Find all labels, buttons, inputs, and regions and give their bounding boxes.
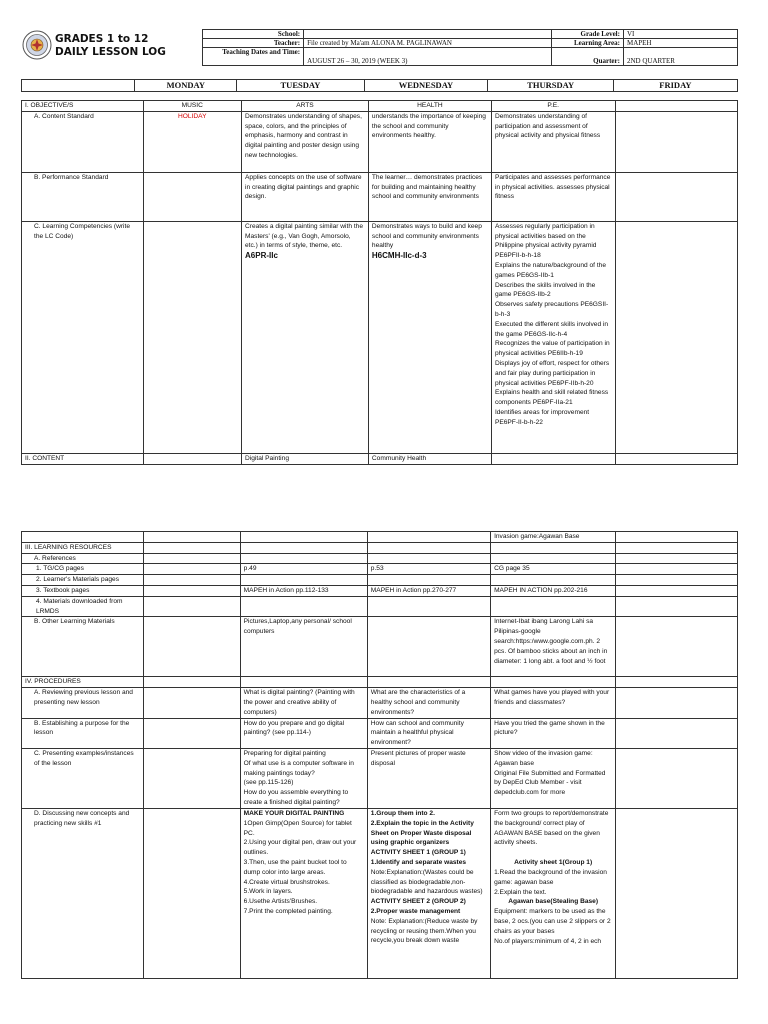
school-value	[304, 30, 552, 39]
proc-d-music	[143, 808, 240, 978]
perf-arts: Applies concepts on the use of software in creating digital paintings and graphic design.	[242, 172, 369, 221]
lrmds-health	[367, 596, 490, 617]
subject-friday	[615, 101, 738, 112]
resources-title: III. LEARNING RESOURCES	[22, 542, 144, 553]
title-line-2: DAILY LESSON LOG	[55, 46, 166, 58]
proc-d-pe-steps: 1.Read the background of the invasion game: agawan base 2.Explain the text.	[494, 868, 607, 896]
procedures-pe	[491, 677, 616, 688]
procedures-health	[367, 677, 490, 688]
proc-c-label: C. Presenting examples/instances of the lesson	[22, 748, 144, 808]
lc-pe-line: Displays joy of effort, respect for others and fair play during participation in physical activities PE6PF-IIb-h-20	[494, 359, 610, 387]
references-pe	[491, 553, 616, 564]
tg-music	[143, 564, 240, 575]
references-friday	[616, 553, 738, 564]
objectives-table	[21, 100, 738, 465]
day-thursday: THURSDAY	[488, 80, 614, 92]
proc-d-label: D. Discussing new concepts and practicing new skills #1	[22, 808, 144, 978]
quarter-value: 2ND QUARTER	[623, 48, 737, 66]
proc-a-arts: What is digital painting? (Painting with the power and creative ability of computers)	[240, 688, 367, 718]
proc-d-arts-steps: 1Open Gimp(Open Source) for tablet PC. 2.Using your digital pen, draw out your outlines. 3.Then, use the paint bucket tool to dump color into large areas. 4.Create virtual brushstrokes. 5.Work in layers. 6.Usethe Artists'Brushes. 7.Print the completed painting.	[243, 819, 357, 915]
lrmds-label: 4. Materials downloaded from LRMDS	[22, 596, 144, 617]
document-title	[55, 33, 166, 59]
deped-seal-icon	[22, 30, 52, 60]
tg-health: p.53	[367, 564, 490, 575]
procedures-friday	[616, 677, 738, 688]
lrmds-music	[143, 596, 240, 617]
proc-d-arts-title: MAKE YOUR DIGITAL PAINTING	[243, 809, 345, 817]
proc-d-health-step: 2.Explain the topic in the Activity Sheet on Proper Waste disposal using graphic organizers	[370, 819, 474, 847]
subject-health: HEALTH	[368, 101, 491, 112]
lc-pe	[491, 221, 615, 453]
proc-d-health-note: Note: Explanation:(Reduce waste by recycling or reusing them.When you recycle,you break down waste	[370, 917, 478, 945]
lc-arts-code: A6PR-IIc	[245, 251, 278, 261]
content-cont-label	[22, 532, 144, 543]
subject-music: MUSIC	[143, 101, 242, 112]
proc-d-pe	[491, 808, 616, 978]
lrmds-pe	[491, 596, 616, 617]
lc-health-text: Demonstrates ways to build and keep school and community environments healthy	[371, 222, 482, 250]
textbook-friday	[616, 585, 738, 596]
proc-a-label: A. Reviewing previous lesson and presenting new lesson	[22, 688, 144, 718]
content-cont-arts	[240, 532, 367, 543]
content-cont-health	[367, 532, 490, 543]
lc-pe-line: Recognizes the value of participation in physical activities PE6IIb-h-19	[494, 340, 610, 358]
lc-pe-line: Executed the different skills involved in the game PE6GS-IIc-h-4	[494, 320, 609, 338]
day-blank	[22, 80, 135, 92]
day-tuesday: TUESDAY	[237, 80, 364, 92]
proc-b-arts: How do you prepare and go digital painting? (see pp.114-)	[240, 718, 367, 748]
content-health-topic: Community Health	[368, 453, 491, 464]
resources-music	[143, 542, 240, 553]
perf-pe: Participates and assesses performance in physical activities. assesses physical fitness	[491, 172, 615, 221]
lc-pe-line: Explains the nature/background of the games PE6GS-IIb-1	[494, 261, 607, 279]
proc-b-health: How can school and community maintain a healthful physical environment?	[367, 718, 490, 748]
lc-pe-line: Observes safety precautions PE6GSII-b-h-3	[494, 301, 609, 318]
content-pe-game: Invasion game:Agawan Base	[491, 532, 616, 543]
references-music	[143, 553, 240, 564]
content-friday-topic	[615, 453, 738, 464]
learning-area-value: MAPEH	[623, 39, 737, 48]
teacher-value: File created by Ma'am ALONA M. PAGLINAWAN	[304, 39, 552, 48]
title-line-1: GRADES 1 to 12	[55, 33, 149, 45]
content-arts: Demonstrates understanding of shapes, space, colors, and the principles of emphasis, harmony and contrast in digital painting and poster design using new technologies.	[242, 111, 369, 172]
lc-friday	[615, 221, 738, 453]
content-health: understands the importance of keeping the school and community environments healthy.	[368, 111, 491, 172]
dates-label: Teaching Dates and Time:	[203, 48, 304, 66]
grade-value: VI	[623, 30, 737, 39]
proc-c-pe: Show video of the invasion game: Agawan base Original File Submitted and Formatted by DepEd Club Member - visit depedclub.com for more	[491, 748, 616, 808]
lc-arts-text: Creates a digital painting similar with the Masters' (e.g., Van Gogh, Amorsolo, etc.) in terms of style, theme, etc.	[245, 222, 364, 250]
content-music-topic	[143, 453, 242, 464]
perf-friday	[615, 172, 738, 221]
references-arts	[240, 553, 367, 564]
resources-procedures-table	[21, 531, 738, 979]
proc-d-pe-game-title: Agawan base(Stealing Base)	[508, 898, 599, 906]
perf-music	[143, 172, 242, 221]
lm-arts	[240, 575, 367, 586]
proc-b-music	[143, 718, 240, 748]
proc-d-friday	[616, 808, 738, 978]
proc-d-health-step: 1.Group them into 2.	[370, 809, 435, 817]
content-standard-label: A. Content Standard	[22, 111, 144, 172]
lm-music	[143, 575, 240, 586]
lc-pe-line: Identifies areas for improvement PE6PF-II-b-h-22	[494, 408, 590, 426]
day-friday: FRIDAY	[613, 80, 737, 92]
objectives-title: I. OBJECTIVE/S	[22, 101, 144, 112]
textbook-pe: MAPEH IN ACTION pp.202-216	[491, 585, 616, 596]
learning-competencies-label: C. Learning Competencies (write the LC Code)	[22, 221, 144, 453]
lrmds-friday	[616, 596, 738, 617]
other-pe: Internet-Ibat ibang Larong Lahi sa Pilipinas-google search:https:/www.google.com.ph. 2 pcs. Of bamboo sticks about an inch in diameter: 1 long abt. a foot and ½ foot	[491, 617, 616, 677]
lc-pe-line: Describes the skills involved in the game PE6GS-IIb-2	[494, 281, 596, 299]
procedures-title: IV. PROCEDURES	[22, 677, 144, 688]
tg-friday	[616, 564, 738, 575]
teacher-label: Teacher:	[203, 39, 304, 48]
proc-d-pe-sheet-title: Activity sheet 1(Group 1)	[514, 859, 593, 867]
lm-health	[367, 575, 490, 586]
resources-pe	[491, 542, 616, 553]
lm-pe	[491, 575, 616, 586]
proc-d-pe-intro: Form two groups to report/demonstrate the background/ correct play of AGAWAN BASE based on the given activity sheets.	[494, 809, 609, 847]
textbook-music	[143, 585, 240, 596]
proc-d-health-step: 1.Identify and separate wastes	[370, 858, 467, 866]
day-wednesday: WEDNESDAY	[364, 80, 488, 92]
other-health	[367, 617, 490, 677]
proc-b-friday	[616, 718, 738, 748]
quarter-label: Quarter:	[552, 48, 624, 66]
resources-friday	[616, 542, 738, 553]
perf-health: The learner… demonstrates practices for building and maintaining healthy school and community environments	[368, 172, 491, 221]
proc-a-health: What are the characteristics of a healthy school and community environments?	[367, 688, 490, 718]
lc-health-code: H6CMH-IIc-d-3	[371, 251, 427, 261]
other-materials-label: B. Other Learning Materials	[22, 617, 144, 677]
proc-c-music	[143, 748, 240, 808]
proc-d-health-note: Note:Explanation:(Wastes could be classified as biodegradable,non-biodegradable and hazardous wastes)	[370, 868, 483, 896]
resources-arts	[240, 542, 367, 553]
proc-a-pe: What games have you played with your friends and classmates?	[491, 688, 616, 718]
proc-a-friday	[616, 688, 738, 718]
lm-label: 2. Learner's Materials pages	[22, 575, 144, 586]
proc-d-arts	[240, 808, 367, 978]
header-info-table	[202, 29, 738, 66]
content-arts-topic: Digital Painting	[242, 453, 369, 464]
other-arts: Pictures,Laptop,any personal/ school computers	[240, 617, 367, 677]
references-label: A. References	[22, 553, 144, 564]
proc-d-pe-equipment: Equipment: markers to be used as the base, 2 ocs.(you can use 2 slippers or 2 chairs as your bases No.of players:minimum of 4, 2 in ech	[494, 908, 611, 945]
content-friday	[615, 111, 738, 172]
proc-c-health: Present pictures of proper waste disposal	[367, 748, 490, 808]
performance-standard-label: B. Performance Standard	[22, 172, 144, 221]
proc-c-arts: Preparing for digital painting Of what use is a computer software in making paintings today? (see pp.115-126) How do you assemble everything to create a finished digital painting?	[240, 748, 367, 808]
proc-b-label: B. Establishing a purpose for the lesson	[22, 718, 144, 748]
proc-b-pe: Have you tried the game shown in the picture?	[491, 718, 616, 748]
learning-area-label: Learning Area:	[552, 39, 624, 48]
lc-pe-line: Assesses regularly participation in physical activities based on the Philippine physical activity pyramid PE6PFII-b-h-18	[494, 222, 597, 260]
content-cont-friday	[616, 532, 738, 543]
content-pe-topic	[491, 453, 615, 464]
content-cont-music	[143, 532, 240, 543]
tg-pe: CG page 35	[491, 564, 616, 575]
lm-friday	[616, 575, 738, 586]
content-title: II. CONTENT	[22, 453, 144, 464]
proc-a-music	[143, 688, 240, 718]
tg-arts: p.49	[240, 564, 367, 575]
textbook-label: 3. Textbook pages	[22, 585, 144, 596]
lc-health	[368, 221, 491, 453]
proc-d-health-step: ACTIVITY SHEET 1 (GROUP 1)	[370, 849, 466, 857]
other-friday	[616, 617, 738, 677]
resources-health	[367, 542, 490, 553]
subject-pe: P.E.	[491, 101, 615, 112]
lc-arts	[242, 221, 369, 453]
lc-pe-line: Explains health and skill related fitness components PE6PF-IIa-21	[494, 389, 609, 407]
other-music	[143, 617, 240, 677]
content-pe: Demonstrates understanding of participation and assessment of physical activity and physical fitness	[491, 111, 615, 172]
lc-music	[143, 221, 242, 453]
procedures-music	[143, 677, 240, 688]
subject-arts: ARTS	[242, 101, 369, 112]
tg-label: 1. TG/CG pages	[22, 564, 144, 575]
school-label: School:	[203, 30, 304, 39]
content-music: HOLIDAY	[143, 111, 242, 172]
proc-d-health-step: 2.Proper waste management	[370, 907, 461, 915]
proc-d-health-step: ACTIVITY SHEET 2 (GROUP 2)	[370, 898, 466, 906]
textbook-health: MAPEH in Action pp.270-277	[367, 585, 490, 596]
proc-d-health	[367, 808, 490, 978]
dates-value: AUGUST 26 – 30, 2019 (WEEK 3)	[304, 48, 552, 66]
grade-label: Grade Level:	[552, 30, 624, 39]
day-monday: MONDAY	[135, 80, 237, 92]
proc-c-friday	[616, 748, 738, 808]
textbook-arts: MAPEH in Action pp.112-133	[240, 585, 367, 596]
references-health	[367, 553, 490, 564]
day-header-table	[21, 79, 738, 92]
lrmds-arts	[240, 596, 367, 617]
procedures-arts	[240, 677, 367, 688]
